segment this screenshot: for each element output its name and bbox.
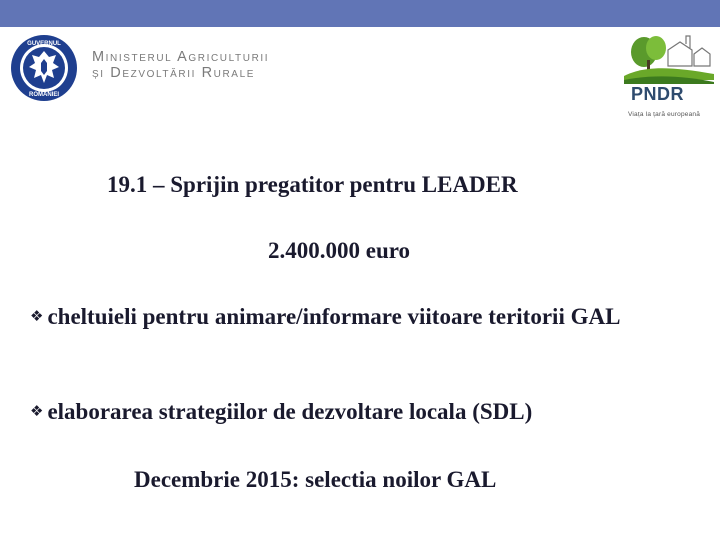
bullet-text: elaborarea strategiilor de dezvoltare locala (SDL) xyxy=(47,399,533,424)
slide-title: 19.1 – Sprijin pregatitor pentru LEADER xyxy=(107,172,518,197)
diamond-bullet-icon: ❖ xyxy=(30,402,44,420)
ministry-line-1: Ministerul Agriculturii xyxy=(92,49,270,65)
government-crest-icon xyxy=(9,33,79,103)
bullet-text: cheltuieli pentru animare/informare viitoare teritorii GAL xyxy=(47,304,621,329)
svg-text:ROMÂNIEI: ROMÂNIEI xyxy=(29,92,59,98)
ministry-line-2: și Dezvoltării Rurale xyxy=(92,65,255,81)
top-accent-bar xyxy=(0,0,720,27)
slide-note: Decembrie 2015: selectia noilor GAL xyxy=(134,467,497,492)
bullet-item xyxy=(30,301,700,332)
diamond-bullet-icon: ❖ xyxy=(30,307,44,325)
slide-amount: 2.400.000 euro xyxy=(268,238,411,263)
svg-text:GUVERNUL: GUVERNUL xyxy=(27,41,61,47)
top-bar-notch xyxy=(617,27,720,29)
bullet-item xyxy=(30,399,532,425)
pndr-subtitle: Viața la țară europeană xyxy=(628,111,701,118)
pndr-title: PNDR xyxy=(631,84,685,104)
ministry-name xyxy=(92,49,269,81)
